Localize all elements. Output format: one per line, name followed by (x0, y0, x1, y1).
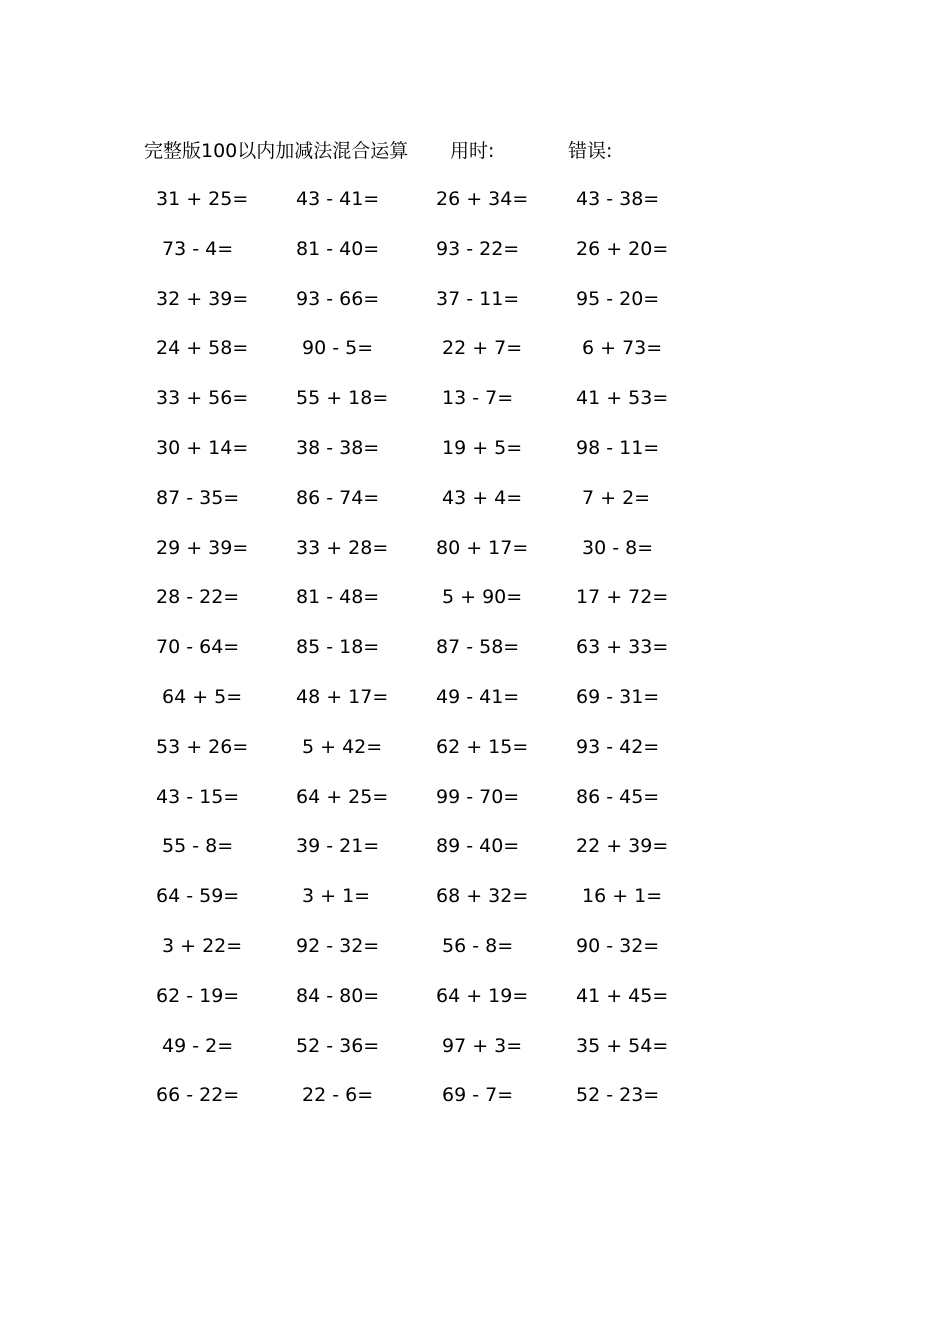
problem-item: 33 + 56= (156, 387, 249, 409)
problem-item: 16 + 1= (582, 885, 663, 907)
problem-item: 38 - 38= (296, 437, 380, 459)
problem-item: 87 - 58= (436, 636, 520, 658)
problem-item: 31 + 25= (156, 188, 249, 210)
problem-item: 28 - 22= (156, 586, 240, 608)
problem-item: 32 + 39= (156, 288, 249, 310)
problem-item: 41 + 53= (576, 387, 669, 409)
problem-item: 80 + 17= (436, 537, 529, 559)
problem-item: 93 - 66= (296, 288, 380, 310)
problem-item: 13 - 7= (442, 387, 514, 409)
problem-item: 85 - 18= (296, 636, 380, 658)
sheet-title: 完整版100以内加减法混合运算 (144, 140, 409, 162)
problem-item: 22 + 7= (442, 337, 523, 359)
problem-item: 69 - 7= (442, 1084, 514, 1106)
problem-item: 69 - 31= (576, 686, 660, 708)
problem-item: 86 - 45= (576, 786, 660, 808)
problem-item: 62 - 19= (156, 985, 240, 1007)
problem-item: 63 + 33= (576, 636, 669, 658)
problem-item: 7 + 2= (582, 487, 651, 509)
problem-item: 49 - 41= (436, 686, 520, 708)
problem-item: 90 - 32= (576, 935, 660, 957)
problem-item: 39 - 21= (296, 835, 380, 857)
problem-item: 55 - 8= (162, 835, 234, 857)
problem-item: 5 + 42= (302, 736, 383, 758)
problem-item: 68 + 32= (436, 885, 529, 907)
problem-item: 53 + 26= (156, 736, 249, 758)
problem-item: 86 - 74= (296, 487, 380, 509)
error-label: 错误: (568, 140, 613, 162)
problem-item: 52 - 23= (576, 1084, 660, 1106)
problem-item: 97 + 3= (442, 1035, 523, 1057)
problem-item: 81 - 48= (296, 586, 380, 608)
problem-item: 84 - 80= (296, 985, 380, 1007)
problem-item: 22 + 39= (576, 835, 669, 857)
problem-item: 6 + 73= (582, 337, 663, 359)
problem-item: 35 + 54= (576, 1035, 669, 1057)
problem-item: 19 + 5= (442, 437, 523, 459)
problem-item: 3 + 22= (162, 935, 243, 957)
problem-item: 33 + 28= (296, 537, 389, 559)
problem-item: 73 - 4= (162, 238, 234, 260)
problem-item: 24 + 58= (156, 337, 249, 359)
problem-item: 30 + 14= (156, 437, 249, 459)
problem-item: 64 + 19= (436, 985, 529, 1007)
problem-item: 90 - 5= (302, 337, 374, 359)
time-label: 用时: (450, 140, 495, 162)
problem-item: 30 - 8= (582, 537, 654, 559)
problem-item: 62 + 15= (436, 736, 529, 758)
problem-item: 56 - 8= (442, 935, 514, 957)
problem-item: 55 + 18= (296, 387, 389, 409)
problem-item: 43 + 4= (442, 487, 523, 509)
problem-item: 43 - 38= (576, 188, 660, 210)
problem-item: 98 - 11= (576, 437, 660, 459)
problem-item: 17 + 72= (576, 586, 669, 608)
problem-item: 43 - 41= (296, 188, 380, 210)
problem-item: 37 - 11= (436, 288, 520, 310)
problem-item: 22 - 6= (302, 1084, 374, 1106)
problem-item: 92 - 32= (296, 935, 380, 957)
problem-item: 5 + 90= (442, 586, 523, 608)
problem-item: 29 + 39= (156, 537, 249, 559)
problem-item: 66 - 22= (156, 1084, 240, 1106)
problem-item: 49 - 2= (162, 1035, 234, 1057)
problem-item: 64 + 5= (162, 686, 243, 708)
problem-item: 89 - 40= (436, 835, 520, 857)
problem-item: 70 - 64= (156, 636, 240, 658)
problem-item: 43 - 15= (156, 786, 240, 808)
problem-item: 93 - 42= (576, 736, 660, 758)
problem-item: 52 - 36= (296, 1035, 380, 1057)
problem-item: 3 + 1= (302, 885, 371, 907)
problem-item: 48 + 17= (296, 686, 389, 708)
problem-item: 87 - 35= (156, 487, 240, 509)
problem-item: 26 + 20= (576, 238, 669, 260)
problem-item: 64 + 25= (296, 786, 389, 808)
problem-item: 95 - 20= (576, 288, 660, 310)
problem-item: 93 - 22= (436, 238, 520, 260)
problem-item: 64 - 59= (156, 885, 240, 907)
problem-item: 99 - 70= (436, 786, 520, 808)
problem-item: 41 + 45= (576, 985, 669, 1007)
problem-item: 81 - 40= (296, 238, 380, 260)
problem-item: 26 + 34= (436, 188, 529, 210)
